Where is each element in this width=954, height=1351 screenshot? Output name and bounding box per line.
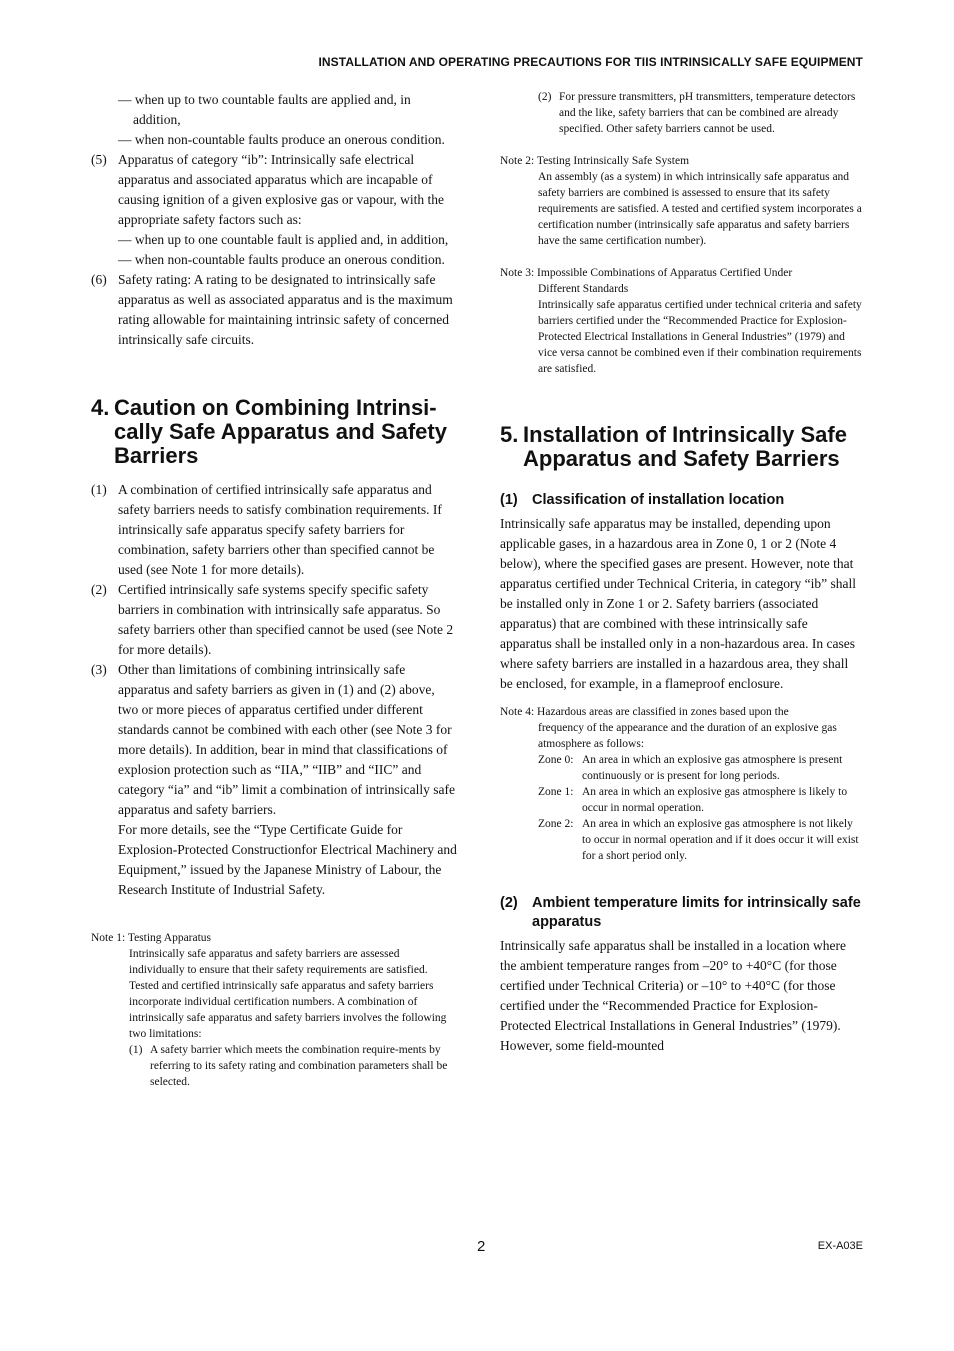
note-title: Note 2: Testing Intrinsically Safe System [500, 155, 690, 167]
list-text: For pressure transmitters, pH transmitters, temperature detectors and the like, safety barriers that can be combined are already specified. Other safety barriers cannot be used. [559, 91, 856, 135]
left-column [91, 90, 457, 1090]
document-code: EX-A03E [817, 1240, 863, 1252]
s4-list-item-1 [91, 480, 457, 580]
note-4 [500, 704, 862, 864]
zone-1-item [500, 784, 862, 816]
list-number: (1) [129, 1044, 143, 1056]
subsection-1-text: Intrinsically safe apparatus may be installed, depending upon applicable gases, in a hazardous area in Zone 0, 1 or 2 (Note 4 below), where the specified gases are present. However, note that apparatus certified under Technical Criteria, in category “ib” shall be installed only in Zone 1 or 2. Safety barriers (associated apparatus) that are combined with these intrinsically safe apparatus shall be installed only in a non-hazardous area. In cases where safety barriers are installed in a hazardous area, they shall be enclosed, for example, in a flameproof enclosure. [500, 516, 857, 691]
dash-item: — when non-countable faults produce an onerous condition. [118, 252, 445, 267]
list-text: A safety barrier which meets the combination require-ments by referring to its safety rating and combination parameters shall be selected. [150, 1044, 448, 1088]
note-sub-item [91, 1042, 457, 1090]
subsection-2-text: Intrinsically safe apparatus shall be installed in a location where the ambient temperature ranges from –20° to +40°C (for those certified under Technical Criteria) or –10° to +40°C (for those certified under the “Recommended Practice for Explosion-Protected Electrical Installations in General Industries” (1979). However, some field-mounted [500, 938, 847, 1053]
subsection-number: (2) [500, 895, 518, 911]
note-body: Intrinsically safe apparatus and safety barriers are assessed individually to ensure that their safety requirements are satisfied. Tested and certified intrinsically safe apparatus and safety barriers incorporate individual certification numbers. A combination of intrinsically safe apparatus and safety barriers involves the following two limitations: [129, 948, 447, 1040]
list-text: Safety rating: A rating to be designated to intrinsically safe apparatus as well as associated apparatus and is the maximum rating allowable for maintaining intrinsic safety of concerned intrinsically safe circuits. [118, 272, 453, 347]
note-title: Note 1: Testing Apparatus [91, 932, 212, 944]
zone-0-item [500, 752, 862, 784]
note-3 [500, 265, 862, 377]
list-item-5 [91, 150, 457, 230]
note-sub-item [500, 89, 862, 137]
list-number: (1) [91, 482, 107, 497]
s4-more-details: For more details, see the “Type Certificate Guide for Explosion-Protected Constructionfor Electrical Machinery and Equipment,” issued by the Japanese Ministry of Labour, the Research Institute of Industrial Safety. [118, 822, 457, 897]
list-number: (5) [91, 152, 107, 167]
zone-label: Zone 2: [538, 818, 574, 830]
subsection-2-heading [500, 894, 862, 932]
section-title: Installation of Intrinsically Safe Apparatus and Safety Barriers [523, 422, 847, 471]
list-text: Apparatus of category “ib”: Intrinsically safe electrical apparatus and associated apparatus which are incapable of causing ignition of a given explosive gas or vapour, with the appropriate safety factors such as: [118, 152, 445, 227]
section-number: 5. [500, 422, 519, 447]
note-title: Note 3: Impossible Combinations of Apparatus Certified Under [500, 267, 793, 279]
zone-text: An area in which an explosive gas atmosphere is likely to occur in normal operation. [582, 786, 848, 814]
list-number: (2) [91, 582, 107, 597]
note-body: An assembly (as a system) in which intrinsically safe apparatus and safety barriers are combined is assessed to ensure that its safety requirements are satisfied. A tested and certified system incorporates a certification number (intrinsically safe apparatus and safety barriers have the same certification number). [538, 171, 862, 247]
zone-label: Zone 0: [538, 754, 574, 766]
section-4-heading [91, 396, 457, 468]
list-number: (3) [91, 662, 107, 677]
page-number: 2 [477, 1238, 486, 1255]
list-text: Other than limitations of combining intrinsically safe apparatus and safety barriers as given in (1) and (2) above, two or more pieces of apparatus certified under different standards cannot be combined with each other (see Note 3 for more details). In addition, bear in mind that classifications of explosion protection such as “IIA,” “IIB” and “IIC” and category “ia” and “ib” limit a combination of intrinsically safe apparatus and safety barriers. [118, 662, 455, 817]
subsection-1-heading [500, 491, 862, 510]
note-2 [500, 153, 862, 249]
note-1 [91, 930, 457, 1090]
list-item-6 [91, 270, 457, 350]
zone-text: An area in which an explosive gas atmosphere is present continuously or is present for long periods. [582, 754, 843, 782]
running-header: INSTALLATION AND OPERATING PRECAUTIONS FOR TIIS INTRINSICALLY SAFE EQUIPMENT [318, 55, 863, 69]
list-text: Certified intrinsically safe systems specify specific safety barriers in combination with intrinsically safe apparatus. So safety barriers other than specified cannot be used (see Note 2 for more details). [118, 582, 454, 657]
note-body: Intrinsically safe apparatus certified under technical criteria and safety barriers certified under the “Recommended Practice for Explosion-Protected Electrical Installations in General Industries” (1979) and vice versa cannot be combined even if their combination requirements are satisfied. [538, 299, 862, 375]
s4-list-item-3 [91, 660, 457, 820]
section-title: Caution on Combining Intrinsi-cally Safe Apparatus and Safety Barriers [114, 395, 447, 468]
zone-2-item [500, 816, 862, 864]
section-5-heading [500, 423, 862, 471]
subsection-number: (1) [500, 492, 518, 508]
section-number: 4. [91, 395, 110, 420]
subsection-title: Classification of installation location [532, 492, 785, 508]
list-number: (2) [538, 91, 552, 103]
note-body: frequency of the appearance and the duration of an explosive gas atmosphere as follows: [538, 722, 837, 750]
s4-list-item-2 [91, 580, 457, 660]
note-title: Note 4: Hazardous areas are classified in zones based upon the [500, 706, 789, 718]
list-text: A combination of certified intrinsically safe apparatus and safety barriers needs to satisfy combination requirements. If intrinsically safe apparatus specify safety barriers for combination, safety barriers other than specified cannot be used (see Note 1 for more details). [118, 482, 442, 577]
zone-text: An area in which an explosive gas atmosphere is not likely to occur in normal operation and if it does occur it will exist for a short period only. [582, 818, 859, 862]
right-column [500, 89, 862, 1056]
dash-item: — when up to one countable fault is applied and, in addition, [118, 232, 449, 247]
subsection-title: Ambient temperature limits for intrinsically safe apparatus [532, 895, 861, 930]
dash-item: — when non-countable faults produce an onerous condition. [118, 132, 445, 147]
list-number: (6) [91, 272, 107, 287]
zone-label: Zone 1: [538, 786, 574, 798]
dash-item: — when up to two countable faults are applied and, in addition, [118, 92, 411, 127]
note-title-continued: Different Standards [538, 283, 629, 295]
